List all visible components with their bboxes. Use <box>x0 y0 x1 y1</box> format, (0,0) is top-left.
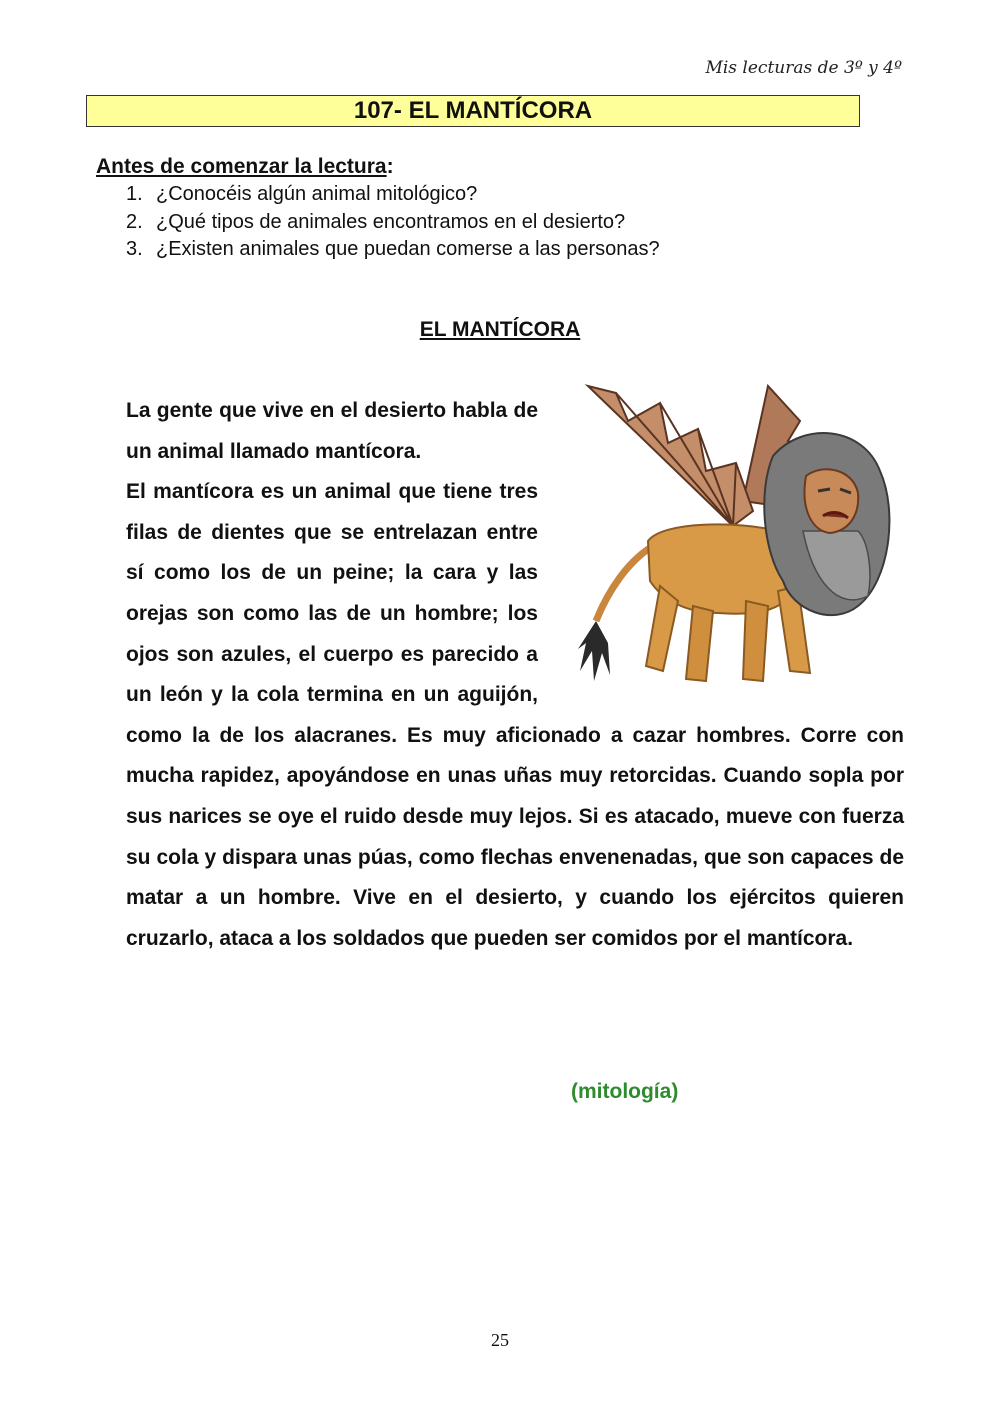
tail <box>596 546 653 621</box>
pre-reading-heading <box>96 155 394 179</box>
list-item <box>126 181 660 209</box>
list-item <box>126 236 660 264</box>
story-body <box>126 391 904 959</box>
face <box>805 469 859 533</box>
story-title: EL MANTÍCORA <box>419 318 581 341</box>
list-item-text: ¿Existen animales que puedan comerse a las personas? <box>156 238 660 260</box>
list-item-number: 3. <box>126 238 143 260</box>
story-paragraph-1: La gente que vive en el desierto habla de un animal llamado mantícora. <box>126 399 538 463</box>
source-label: (mitología) <box>571 1080 679 1103</box>
header-note: Mis lecturas de 3º y 4º <box>705 58 902 78</box>
tail-tuft <box>578 621 610 681</box>
list-item <box>126 209 660 237</box>
page-title: 107- EL MANTÍCORA <box>86 95 860 127</box>
page-number: 25 <box>491 1330 509 1350</box>
list-item-number: 2. <box>126 210 143 233</box>
pre-reading-questions <box>126 181 660 264</box>
list-item-number: 1. <box>126 183 143 205</box>
story-paragraph-2: El mantícora es un animal que tiene tres filas de dientes que se entrelazan entre sí como los de un peine; la cara y las orejas son como las de un hombre; los ojos son azules, el cuerpo es parecido a un león y la cola termina en un aguijón, como la de los alacranes. Es muy aficionado a cazar hombres. Corre con mucha rapidez, apoyándose en unas uñas muy retorcidas. Cuando sopla por sus narices se oye el ruido desde muy lejos. Si es atacado, mueve con fuerza su cola y dispara unas púas, como flechas envenenadas, que son capaces de matar a un hombre. Vive en el desierto, y cuando los ejércitos quieren cruzarlo, ataca a los soldados que pueden ser comidos por el mantícora. <box>126 480 904 950</box>
pre-reading-heading-colon: : <box>386 155 394 178</box>
pre-reading-heading-text: Antes de comenzar la lectura <box>96 155 387 178</box>
manticore-illustration <box>568 381 908 706</box>
list-item-text: ¿Qué tipos de animales encontramos en el desierto? <box>156 210 626 233</box>
list-item-text: ¿Conocéis algún animal mitológico? <box>156 183 478 205</box>
